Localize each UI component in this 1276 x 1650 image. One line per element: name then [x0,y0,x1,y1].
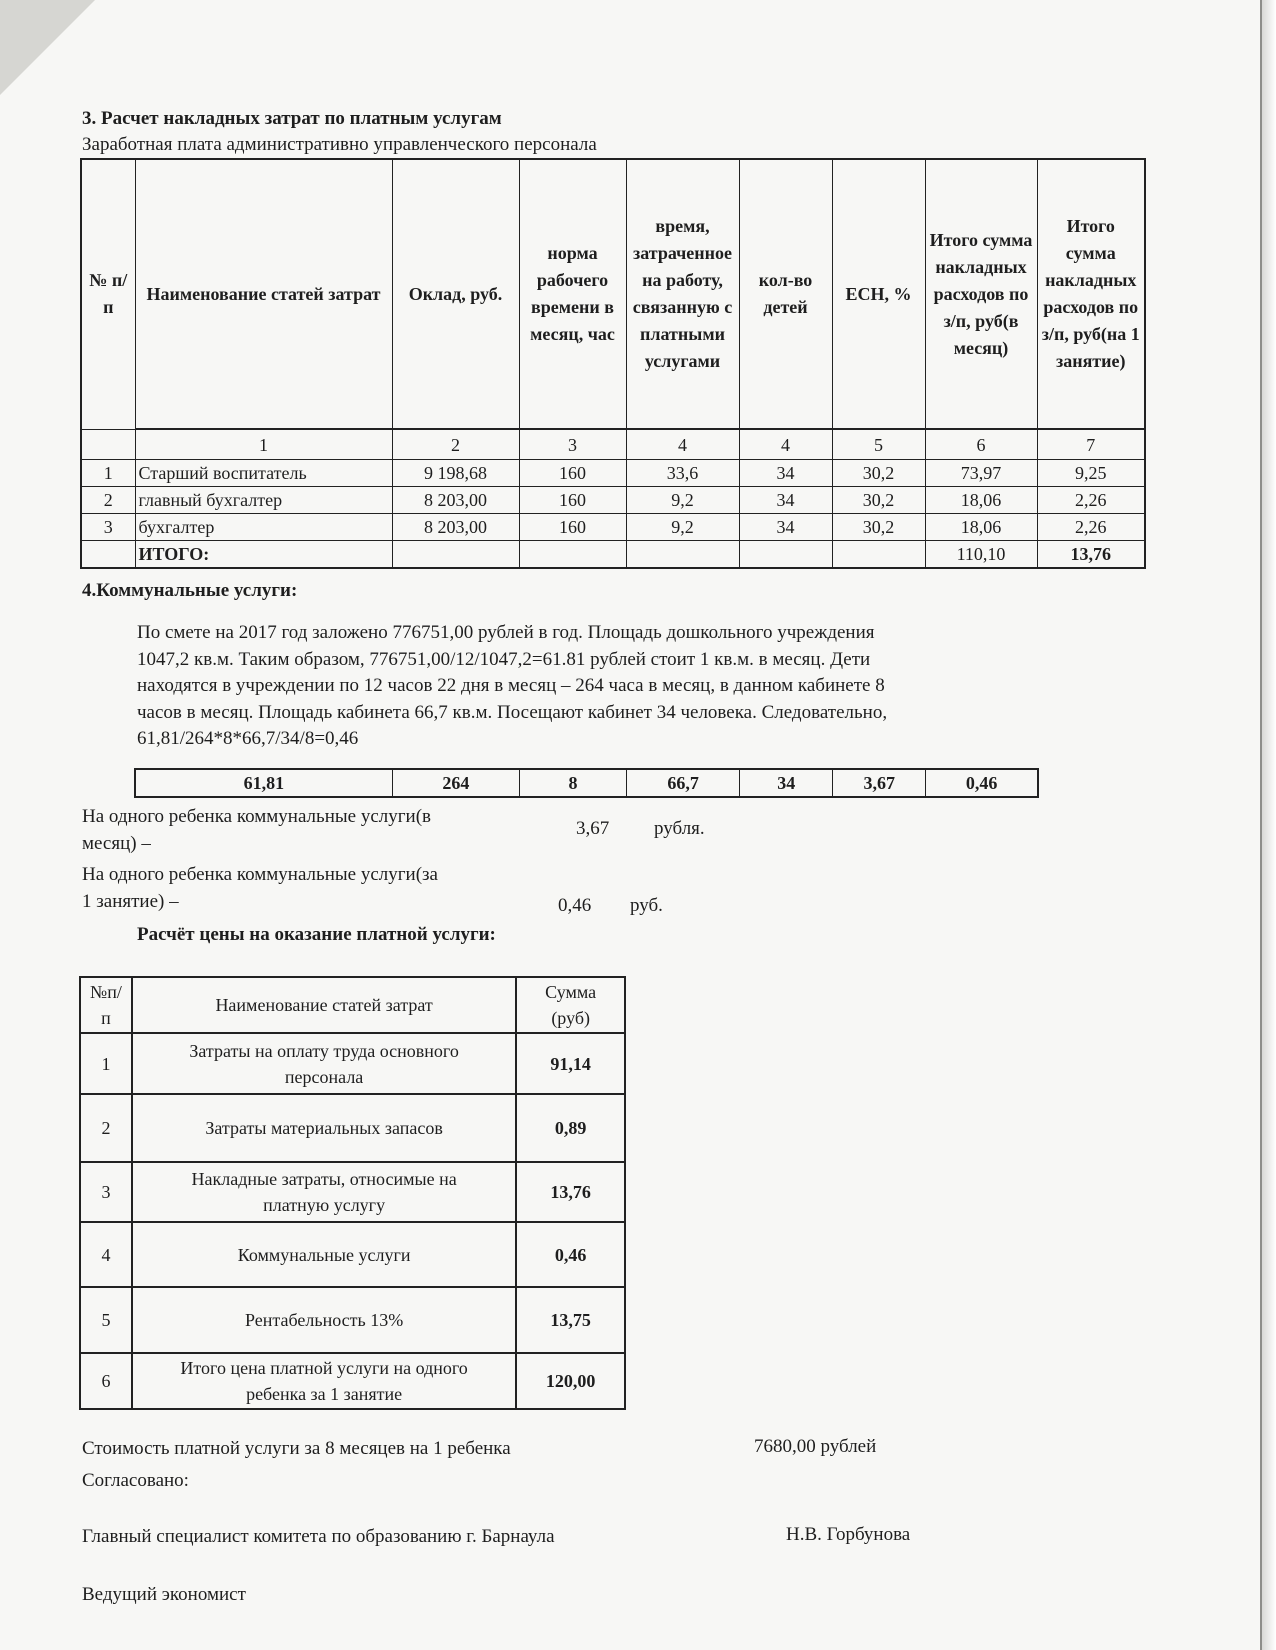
calc-cell: 61,81 [135,769,392,797]
utilities-paragraph [137,620,887,753]
row-name [132,1162,516,1222]
col-header-kids: кол-во детей [739,159,832,429]
folded-corner [0,0,95,95]
section4-title: 4.Коммунальные услуги: [82,580,298,601]
row-number: 3 [80,1162,132,1222]
col-header-norm: норма рабочего времени в месяц, час [519,159,626,429]
row-number: 1 [80,1033,132,1094]
row-sum: 13,75 [516,1287,625,1353]
col-header-esn: ЕСН, % [832,159,925,429]
calc-cell: 8 [519,769,626,797]
row-salary: 8 203,00 [392,487,519,514]
table-row [80,1162,625,1222]
section3-title: 3. Расчет накладных затрат по платным услугам [82,108,502,129]
col-header-total-lesson: Итого сумма накладных расходов по з/п, руб(на 1 занятие) [1037,159,1145,429]
calc-cell: 34 [740,769,833,797]
row-number: 2 [80,1094,132,1162]
row-number: 3 [81,514,135,541]
name-line: Накладные затраты, относимые на [191,1169,457,1189]
name-line: ребенка за 1 занятие [246,1384,403,1404]
row-month: 73,97 [925,460,1037,487]
label-line: На одного ребенка коммунальные услуги(в [82,806,431,827]
row-lesson: 2,26 [1037,487,1145,514]
col-header-total-month: Итого сумма накладных расходов по з/п, руб(в месяц) [925,159,1037,429]
row-time: 9,2 [626,487,739,514]
table-row [80,1033,625,1094]
row-number: 1 [81,460,135,487]
total-lesson: 13,76 [1037,541,1145,569]
index-cell: 6 [925,429,1037,460]
index-cell: 7 [1037,429,1145,460]
row-kids: 34 [739,514,832,541]
paragraph-line: часов в месяц. Площадь кабинета 66,7 кв.м. Посещают кабинет 34 человека. Следовательно, [137,701,888,723]
utilities-calc-table [134,768,1039,798]
overhead-table [80,158,1146,569]
row-number: 6 [80,1353,132,1409]
total-label: ИТОГО: [135,541,392,569]
row-month: 18,06 [925,514,1037,541]
row-month: 18,06 [925,487,1037,514]
agreed-label: Согласовано: [82,1470,189,1491]
row-number: 4 [80,1222,132,1287]
row-name: бухгалтер [135,514,392,541]
table-row [80,1222,625,1287]
paragraph-line: 1047,2 кв.м. Таким образом, 776751,00/12/1047,2=61.81 рублей стоит 1 кв.м. в месяц. Дети [137,648,871,670]
specialist-title: Главный специалист комитета по образованию г. Барнаула [82,1526,555,1547]
economist-title: Ведущий экономист [82,1584,246,1605]
row-norm: 160 [519,487,626,514]
col-header-sum [516,977,625,1033]
col-header-number [80,977,132,1033]
table-row [81,460,1145,487]
per-child-lesson-label [82,862,438,915]
row-name: Рентабельность 13% [132,1287,516,1353]
header-line: (руб) [551,1008,590,1028]
col-header-salary: Оклад, руб. [392,159,519,429]
row-esn: 30,2 [832,514,925,541]
per-child-lesson-value: 0,46 [558,895,592,916]
calc-cell: 66,7 [627,769,740,797]
row-kids: 34 [739,487,832,514]
calc-cell: 264 [392,769,519,797]
total-row [81,541,1145,569]
col-header-time: время, затраченное на работу, связанную с платными услугами [626,159,739,429]
section3-subtitle: Заработная плата административно управленческого персонала [82,134,597,155]
cost-value: 7680,00 рублей [754,1436,877,1457]
price-table [79,976,626,1410]
row-name: Старший воспитатель [135,460,392,487]
per-child-month-value: 3,67 [576,818,610,839]
label-line: месяц) – [82,832,151,854]
per-child-month-unit: рубля. [654,818,705,839]
paragraph-line: 61,81/264*8*66,7/34/8=0,46 [137,728,359,749]
name-line: Итого цена платной услуги на одного [180,1358,468,1378]
table-row [80,1353,625,1409]
index-cell: 4 [739,429,832,460]
row-time: 33,6 [626,460,739,487]
row-sum: 0,46 [516,1222,625,1287]
label-line: 1 занятие) – [82,890,179,912]
table-row [81,487,1145,514]
index-cell: 5 [832,429,925,460]
row-name [132,1033,516,1094]
row-lesson: 9,25 [1037,460,1145,487]
row-number: 2 [81,487,135,514]
row-kids: 34 [739,460,832,487]
row-norm: 160 [519,460,626,487]
name-line: Затраты на оплату труда основного [189,1040,459,1061]
index-cell: 2 [392,429,519,460]
row-name: Затраты материальных запасов [132,1094,516,1162]
row-name: главный бухгалтер [135,487,392,514]
table-row [81,514,1145,541]
total-month: 110,10 [925,541,1037,569]
header-line: Сумма [545,982,597,1002]
row-salary: 8 203,00 [392,514,519,541]
paragraph-line: По смете на 2017 год заложено 776751,00 рублей в год. Площадь дошкольного учреждения [137,622,875,643]
row-sum: 13,76 [516,1162,625,1222]
name-line: персонала [284,1066,364,1087]
row-name [132,1353,516,1409]
row-time: 9,2 [626,514,739,541]
name-line: платную услугу [263,1195,386,1215]
per-child-lesson-unit: руб. [630,895,663,916]
row-sum: 91,14 [516,1033,625,1094]
row-norm: 160 [519,514,626,541]
row-sum: 120,00 [516,1353,625,1409]
row-name: Коммунальные услуги [132,1222,516,1287]
header-line: №п/ [90,982,122,1002]
table-row [80,1287,625,1353]
col-header-name: Наименование статей затрат [132,977,516,1033]
price-title: Расчёт цены на оказание платной услуги: [137,924,496,945]
index-row [81,429,1145,460]
row-esn: 30,2 [832,460,925,487]
calc-cell: 0,46 [926,769,1038,797]
table-row [80,1094,625,1162]
specialist-name: Н.В. Горбунова [786,1524,911,1545]
col-header-number: № п/п [81,159,135,429]
index-cell: 1 [135,429,392,460]
page-edge [1260,0,1276,1650]
per-child-month-label [82,804,431,857]
header-line: п [101,1008,111,1028]
row-salary: 9 198,68 [392,460,519,487]
col-header-name: Наименование статей затрат [135,159,392,429]
label-line: На одного ребенка коммунальные услуги(за [82,864,438,885]
row-lesson: 2,26 [1037,514,1145,541]
cost-label: Стоимость платной услуги за 8 месяцев на 1 ребенка [82,1438,511,1459]
row-number: 5 [80,1287,132,1353]
calc-cell: 3,67 [833,769,926,797]
paragraph-line: находятся в учреждении по 12 часов 22 дня в месяц – 264 часа в месяц, в данном кабинете 8 [137,675,885,696]
index-cell: 4 [626,429,739,460]
row-esn: 30,2 [832,487,925,514]
index-cell: 3 [519,429,626,460]
row-sum: 0,89 [516,1094,625,1162]
